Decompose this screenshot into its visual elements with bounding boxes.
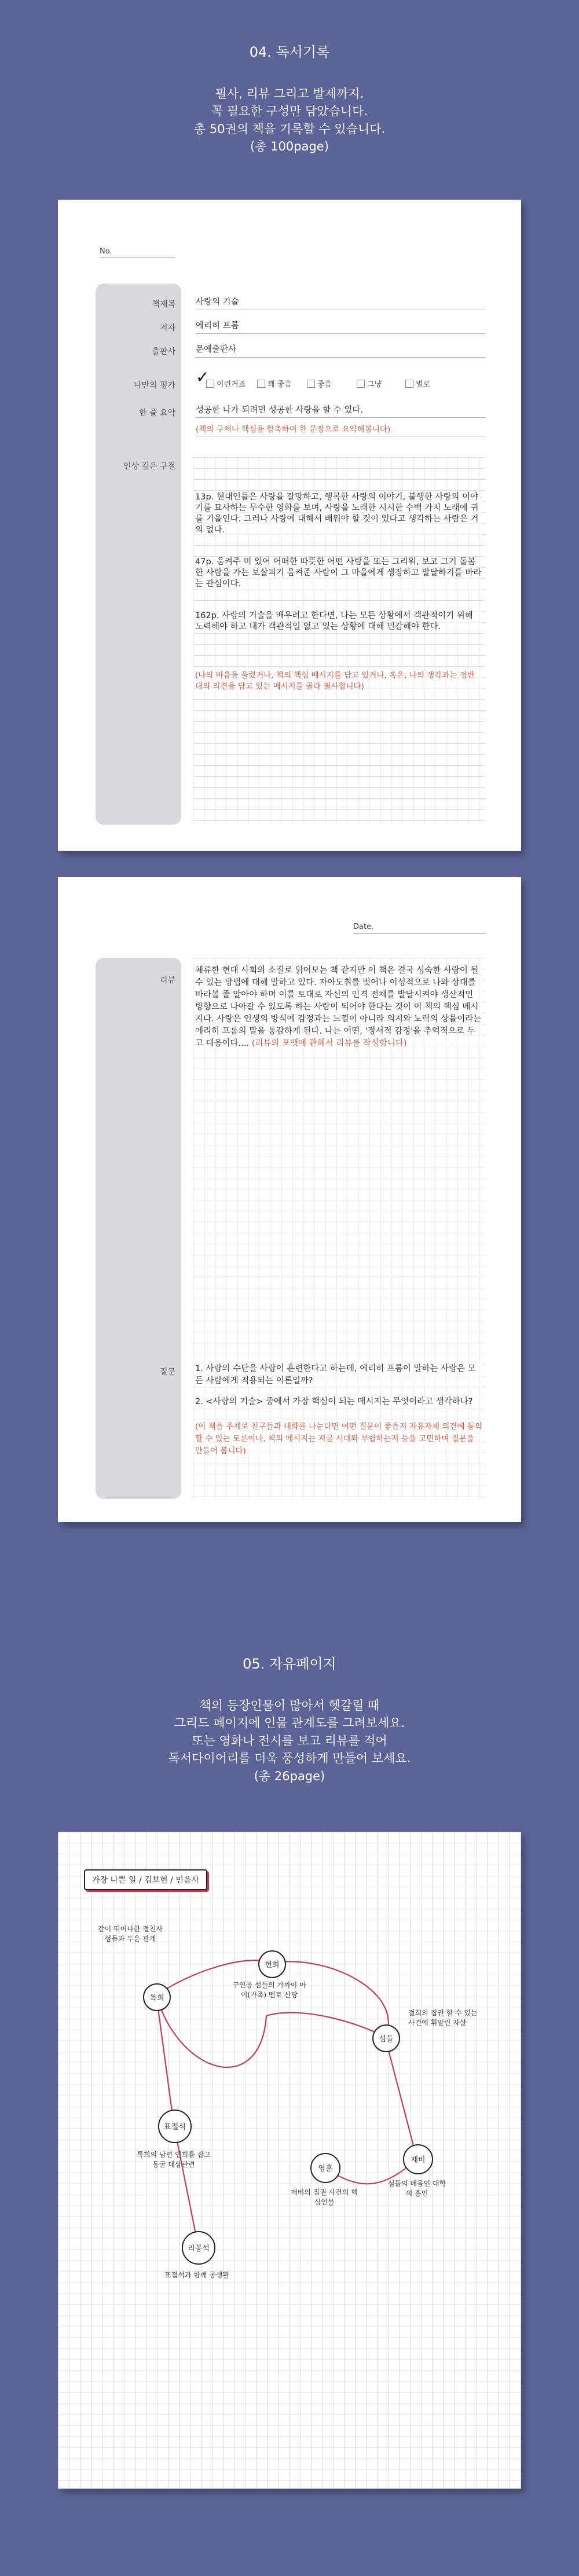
quote-2: 47p. 움켜주 미 있어 어떠한 따뜻한 어떤 사람을 또는 그리워, 보고 그기 돌봄한 사람을 가는 보살피기 움켜준 사람이 그 마을에게 생장하고 발달하기를 바라는 관심이다.	[195, 557, 482, 589]
review-text	[195, 965, 483, 1050]
section-04-header	[0, 41, 579, 156]
label-column	[96, 958, 181, 1499]
rating-option-5[interactable]	[405, 378, 430, 389]
summary-field[interactable]	[196, 403, 485, 418]
node-label: 재비	[411, 2156, 426, 2165]
rating-option-1[interactable]	[206, 378, 245, 389]
checkbox-checked[interactable]	[206, 380, 214, 388]
node-note: 구인공 섬들의 가까이 아이(가족) 멘토 산당	[232, 1981, 306, 1999]
checkbox[interactable]	[357, 380, 365, 388]
publisher-field[interactable]	[196, 343, 485, 358]
node-label: 섬들	[379, 2035, 394, 2044]
date-field[interactable]	[353, 920, 486, 934]
checkmark-icon: ✓	[196, 368, 210, 387]
question-note: (이 책을 주제로 친구들과 대화를 나눈다면 어떤 질문이 좋을지 자유자재 의견에 동의할 수 있는 토론이나, 책의 메시지는 지금 시대와 부합하는지 등을 고민하며 질문을 만들어 봅니다)	[195, 1421, 483, 1457]
review-body: 체류한 현대 사회의 소질로 읽어보는 책 같지만 이 책은 결국 성숙한 사랑이 될 수 있는 방법에 대해 말하고 있다. 자아도취를 벗어나 이성적으로 나와 상대를 바라볼 줄 알아야 하며 이를 토대로 자신의 인격 전체를 발달시켜야 생산적인 방향으로 나아갈 수 있도록 하는 사람이 되어야 한다는 것이 이 책의 핵심 메시지다. 사랑은 인생의 방식에 감정과는 느낌이 아니라 의지와 노력의 상물이라는 에리히 프롬의 말을 통감하게 된다. 나는 어떤, '정서적 감정'을 추억적으로 두고 대응이다....	[195, 966, 482, 1048]
rating-label: 나만의 평가	[133, 381, 175, 390]
label-column	[96, 284, 181, 825]
node-note: 톡희의 남편 인희를 잡고 동굴 대상관련	[137, 2151, 211, 2169]
date-label: Date.	[353, 923, 374, 931]
node-pyojeolseok[interactable]	[158, 2110, 192, 2143]
rating-option-2[interactable]	[257, 378, 292, 389]
map-title: 가장 나쁜 일 / 김보현 / 민음사	[92, 1876, 199, 1885]
summary-text: 성공한 나가 되려면 성공한 사랑을 할 수 있다.	[196, 406, 363, 415]
node-label: 영훈	[318, 2165, 333, 2173]
summary-note: (책의 구체나 핵심을 함축하여 한 문장으로 요약해봅니다)	[196, 422, 485, 436]
rating-option-4[interactable]	[357, 378, 382, 389]
node-ribongseok[interactable]	[182, 2231, 215, 2265]
rating-option-3[interactable]	[307, 378, 332, 389]
book-title-value: 사랑의 기술	[196, 297, 239, 307]
section-desc-line: 또는 영화나 전시를 보고 리뷰를 적어	[192, 1733, 387, 1748]
question-label: 질문	[159, 1368, 175, 1377]
section-desc-line: 독서다이어리를 더욱 풍성하게 만들어 보세요.	[168, 1751, 411, 1766]
section-desc-line: 총 50권의 책을 기록할 수 있습니다.	[193, 122, 386, 136]
checkbox[interactable]	[405, 380, 413, 388]
book-title-label: 책제목	[152, 300, 175, 309]
node-label: 헌희	[265, 1961, 280, 1969]
reading-record-page	[58, 200, 521, 851]
quote-3: 162p. 사랑의 기술을 배우려고 한다면, 나는 모든 상황에서 객관적이기 위해 노력해야 하고 내가 객관적일 없고 있는 상황에 대해 민감해야 한다.	[195, 611, 482, 633]
node-label: 표절석	[164, 2123, 186, 2132]
question-1: 1. 사랑의 수단을 사랑이 훈련한다고 하는데, 에리히 프롬이 말하는 사랑은 모든 사람에게 적용되는 이론일까?	[195, 1363, 483, 1387]
rating-option-label: 별로	[416, 380, 431, 389]
section-title: 04. 독서기록	[249, 44, 330, 60]
review-grid[interactable]	[193, 958, 485, 1499]
review-note: (리뷰의 포맷에 관해서 리뷰를 작성합니다)	[251, 1039, 407, 1048]
no-label: No.	[100, 247, 112, 256]
node-note: 섬들의 배움인 대학의 흥인	[387, 2180, 446, 2197]
section-desc-line: 꼭 필요한 구성만 담았습니다.	[211, 104, 368, 119]
rating-options	[196, 368, 497, 391]
section-desc-line: (총 26page)	[254, 1769, 325, 1783]
section-desc-line: (총 100page)	[250, 139, 329, 154]
rating-option-label: 꽤 좋음	[267, 380, 292, 389]
checkbox[interactable]	[307, 380, 315, 388]
node-note: 재비의 집권 사건의 핵심인물	[291, 2188, 358, 2206]
rating-option-label: 그냥	[367, 380, 382, 389]
book-title-field[interactable]	[196, 295, 485, 310]
node-label: 톡희	[149, 1994, 164, 2002]
author-field[interactable]	[196, 319, 485, 334]
free-grid-page[interactable]	[58, 1832, 521, 2489]
author-value: 에리히 프롬	[196, 321, 239, 330]
node-tokhee[interactable]	[143, 1983, 171, 2011]
section-desc-line: 그리드 페이지에 인물 관계도를 그려보세요.	[174, 1716, 405, 1730]
node-note: 같이 뛰어나한 절친사 섬들과 두운 관계	[98, 1925, 163, 1943]
node-note: 표절석과 함께 공생활	[164, 2271, 229, 2279]
node-label: 리봉석	[188, 2244, 210, 2253]
node-seomdeul[interactable]	[372, 2024, 400, 2052]
publisher-label: 출판사	[152, 347, 175, 357]
node-yeonghun[interactable]	[310, 2153, 340, 2183]
publisher-value: 문예출판사	[196, 345, 237, 354]
quote-label: 인상 깊은 구절	[123, 462, 175, 471]
review-page	[58, 877, 521, 1522]
rating-option-label: 이런거죠	[217, 380, 246, 389]
node-note: 절희의 집권 할 수 있는 사건에 휘말린 자살	[408, 2009, 478, 2027]
summary-label: 한 줄 요약	[139, 409, 175, 418]
rating-option-label: 좋음	[317, 380, 332, 389]
no-field	[100, 245, 175, 258]
section-desc-line: 필사, 리뷰 그리고 발제까지.	[215, 87, 364, 101]
review-label: 리뷰	[159, 976, 175, 985]
section-desc-line: 책의 등장인물이 많아서 헷갈릴 때	[199, 1699, 380, 1713]
quote-grid[interactable]	[193, 457, 485, 824]
author-label: 저자	[159, 324, 175, 333]
checkbox[interactable]	[257, 380, 265, 388]
question-2: 2. <사랑의 기술> 중에서 가장 핵심이 되는 메시지는 무엇이라고 생각하나?	[195, 1396, 483, 1408]
node-jaebi[interactable]	[403, 2144, 433, 2174]
quote-1: 13p. 현대인들은 사랑을 갈망하고, 행복한 사랑의 이야기, 불행한 사랑의 이야기를 묘사하는 무수한 영화를 보며, 사랑을 노래한 시시한 수백 가지 노래에 귀를 기울인다. 그러나 사랑에 대해서 배워야 할 것이 있다고 생각하는 사람은 거의 없다.	[195, 492, 482, 536]
section-title: 05. 자유페이지	[243, 1656, 336, 1672]
quote-note: (나의 마음을 울렸거나, 책의 핵심 메시지를 담고 있거나, 혹은, 나의 생각과는 정반대의 의견을 담고 있는 메시지를 골라 필사합니다)	[195, 670, 482, 692]
node-heonhee[interactable]	[258, 1950, 286, 1978]
section-05-header	[0, 1652, 579, 1785]
